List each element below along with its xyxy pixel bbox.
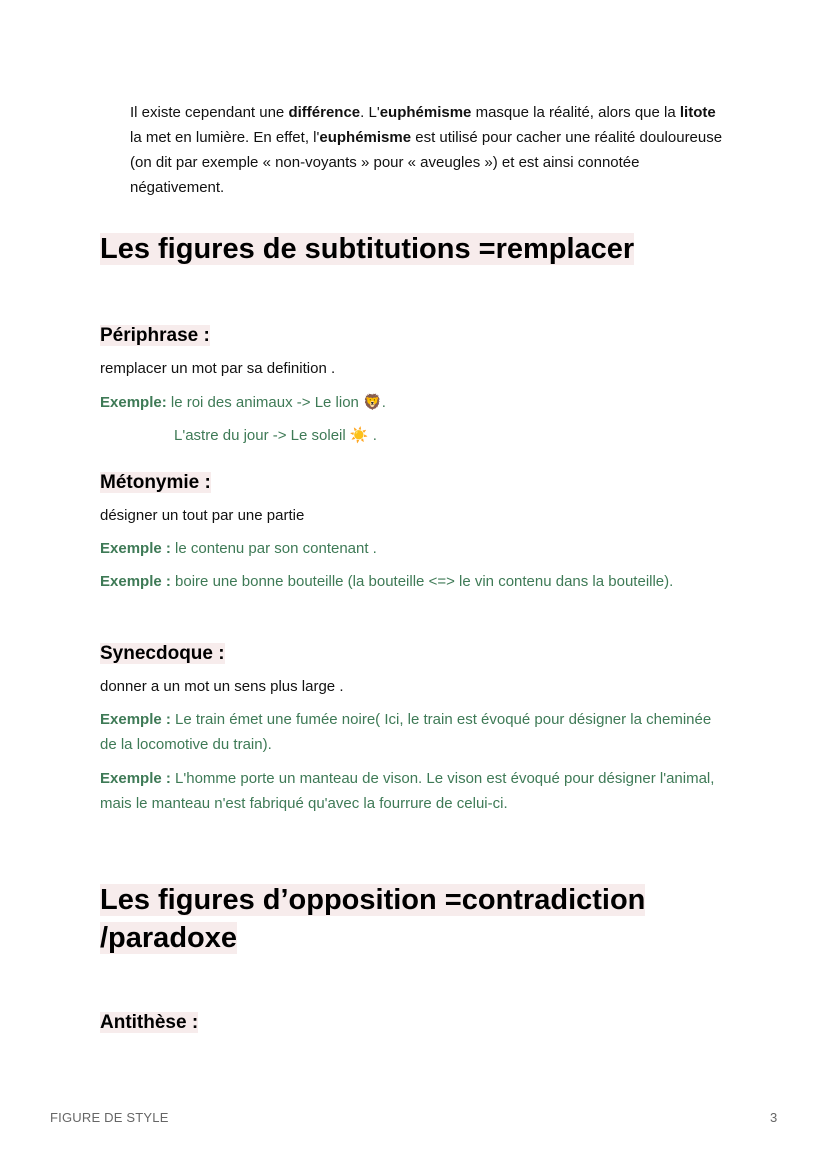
section-title-opposition [100, 881, 645, 957]
example-label: Exemple : [100, 711, 171, 728]
example-label: Exemple : [100, 770, 171, 787]
metonymie-example-1 [100, 536, 725, 561]
intro-text: la met en lumière. En effet, l' [130, 129, 320, 146]
intro-bold: euphémisme [379, 104, 472, 121]
heading-synecdoque [100, 641, 225, 667]
example-label: Exemple : [100, 540, 171, 557]
section-title-substitution [100, 230, 634, 268]
periphrase-example-1 [100, 390, 725, 415]
example-text: . [381, 394, 386, 411]
metonymie-example-2 [100, 569, 700, 594]
heading-text: Périphrase : [100, 325, 210, 346]
example-text: le contenu par son contenant . [170, 540, 377, 557]
sun-icon: ☀️ [349, 426, 369, 444]
heading-metonymie [100, 470, 211, 496]
lion-icon: 🦁 [363, 393, 382, 411]
footer-title: FIGURE DE STYLE [50, 1110, 169, 1125]
section-title-text: Les figures d’opposition =contradiction [100, 884, 646, 916]
example-text: le roi des animaux -> Le lion [166, 394, 364, 411]
intro-text: est utilisé pour cacher une réalité douloureuse (on dit par exemple « non-voyants » pour « aveugles ») et est ainsi connotée négativement. [130, 129, 723, 196]
heading-text: Synecdoque : [100, 643, 225, 664]
synecdoque-definition: donner a un mot un sens plus large . [100, 678, 344, 695]
example-text: L'astre du jour -> Le soleil [174, 427, 350, 444]
section-title-text: /paradoxe [100, 922, 237, 954]
heading-periphrase [100, 323, 210, 349]
heading-text: Métonymie : [100, 472, 211, 493]
intro-text: . L' [360, 104, 380, 121]
intro-text: masque la réalité, alors que la [471, 104, 680, 121]
heading-antithese [100, 1010, 198, 1036]
example-label: Exemple : [100, 573, 171, 590]
synecdoque-example-2 [100, 766, 730, 816]
example-text: L'homme porte un manteau de vison. Le vison est évoqué pour désigner l'animal, mais le manteau n'est fabriqué qu'avec la fourrure de celui-ci. [100, 770, 715, 812]
synecdoque-example-1 [100, 707, 715, 757]
example-text: Le train émet une fumée noire( Ici, le train est évoqué pour désigner la cheminée de la locomotive du train). [100, 711, 712, 753]
intro-bold: litote [679, 104, 716, 121]
periphrase-example-2 [174, 423, 674, 448]
page-number: 3 [770, 1110, 778, 1125]
heading-text: Antithèse : [100, 1012, 199, 1033]
example-label: Exemple: [100, 394, 167, 411]
periphrase-definition: remplacer un mot par sa definition . [100, 360, 336, 377]
example-text: boire une bonne bouteille (la bouteille <=> le vin contenu dans la bouteille). [170, 573, 674, 590]
intro-bold: différence [288, 104, 361, 121]
intro-bold: euphémisme [319, 129, 412, 146]
metonymie-definition: désigner un tout par une partie [100, 507, 305, 524]
intro-paragraph [130, 100, 730, 200]
section-title-text: Les figures de subtitutions =remplacer [100, 233, 635, 265]
example-text: . [368, 427, 377, 444]
intro-text: Il existe cependant une [130, 104, 289, 121]
